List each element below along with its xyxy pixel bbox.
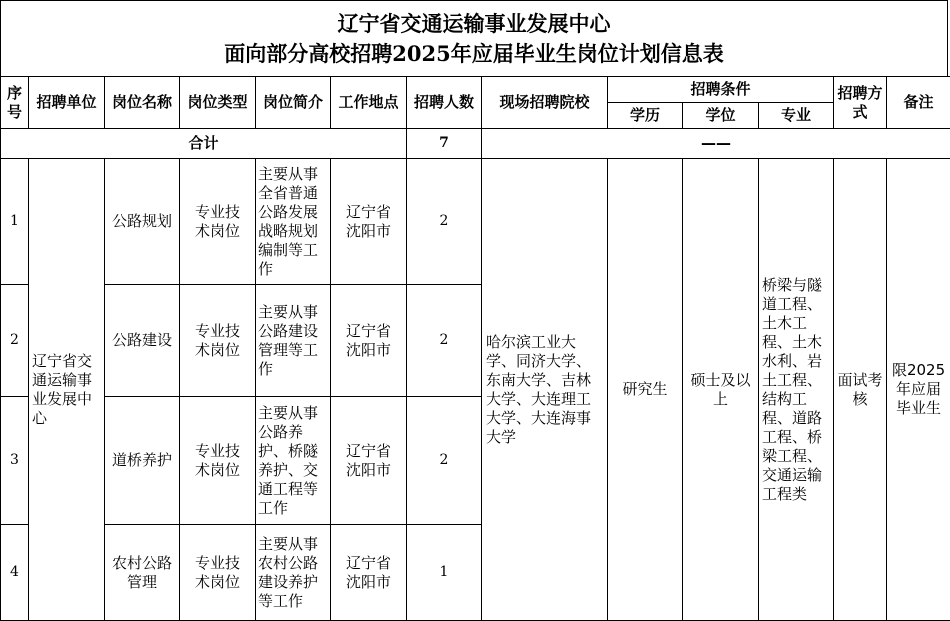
row-post-name: 公路规划 — [105, 159, 180, 285]
remark: 限2025年应届毕业生 — [887, 159, 950, 621]
row-seq: 1 — [1, 159, 29, 285]
row-location: 辽宁省沈阳市 — [331, 525, 407, 621]
row-post-intro: 主要从事农村公路建设养护等工作 — [256, 525, 331, 621]
row-post-name: 道桥养护 — [105, 397, 180, 525]
header-seq: 序号 — [1, 77, 29, 129]
total-row — [1, 129, 950, 159]
header-location: 工作地点 — [331, 77, 407, 129]
row-post-intro: 主要从事全省普通公路发展战略规划编制等工作 — [256, 159, 331, 285]
total-count: 7 — [407, 129, 482, 159]
header-post-intro: 岗位简介 — [256, 77, 331, 129]
education-requirement: 研究生 — [608, 159, 683, 621]
title-line-2: 面向部分高校招聘2025年应届毕业生岗位计划信息表 — [1, 39, 947, 69]
header-conditions: 招聘条件 — [608, 77, 834, 103]
header-remark: 备注 — [887, 77, 950, 129]
header-education: 学历 — [608, 103, 683, 129]
header-unit: 招聘单位 — [29, 77, 105, 129]
header-post-type: 岗位类型 — [180, 77, 256, 129]
row-post-name: 农村公路管理 — [105, 525, 180, 621]
header-schools: 现场招聘院校 — [482, 77, 608, 129]
recruiting-unit: 辽宁省交通运输事业发展中心 — [29, 159, 105, 621]
row-post-intro: 主要从事公路建设管理等工作 — [256, 285, 331, 397]
row-post-type: 专业技术岗位 — [180, 285, 256, 397]
recruit-method: 面试考核 — [834, 159, 887, 621]
row-post-type: 专业技术岗位 — [180, 397, 256, 525]
row-post-intro: 主要从事公路养护、桥隧养护、交通工程等工作 — [256, 397, 331, 525]
major-requirement: 桥梁与隧道工程、土木工程、土木水利、岩土工程、结构工程、道路工程、桥梁工程、交通运输工程类 — [759, 159, 834, 621]
degree-requirement: 硕士及以上 — [683, 159, 759, 621]
row-location: 辽宁省沈阳市 — [331, 397, 407, 525]
row-count: 2 — [407, 397, 482, 525]
row-post-type: 专业技术岗位 — [180, 525, 256, 621]
recruitment-table — [0, 76, 950, 621]
row-seq: 4 — [1, 525, 29, 621]
header-post-name: 岗位名称 — [105, 77, 180, 129]
header-degree: 学位 — [683, 103, 759, 129]
header-row-1 — [1, 77, 950, 103]
header-method: 招聘方式 — [834, 77, 887, 129]
sheet-title — [0, 0, 948, 76]
row-location: 辽宁省沈阳市 — [331, 285, 407, 397]
row-seq: 2 — [1, 285, 29, 397]
total-dash: —— — [482, 129, 950, 159]
row-count: 1 — [407, 525, 482, 621]
title-line-1: 辽宁省交通运输事业发展中心 — [1, 9, 947, 39]
campus-schools: 哈尔滨工业大学、同济大学、东南大学、吉林大学、大连理工大学、大连海事大学 — [482, 159, 608, 621]
row-post-type: 专业技术岗位 — [180, 159, 256, 285]
row-post-name: 公路建设 — [105, 285, 180, 397]
total-label: 合计 — [1, 129, 407, 159]
header-major: 专业 — [759, 103, 834, 129]
row-count: 2 — [407, 285, 482, 397]
table-row — [1, 159, 950, 285]
header-count: 招聘人数 — [407, 77, 482, 129]
row-count: 2 — [407, 159, 482, 285]
row-seq: 3 — [1, 397, 29, 525]
row-location: 辽宁省沈阳市 — [331, 159, 407, 285]
